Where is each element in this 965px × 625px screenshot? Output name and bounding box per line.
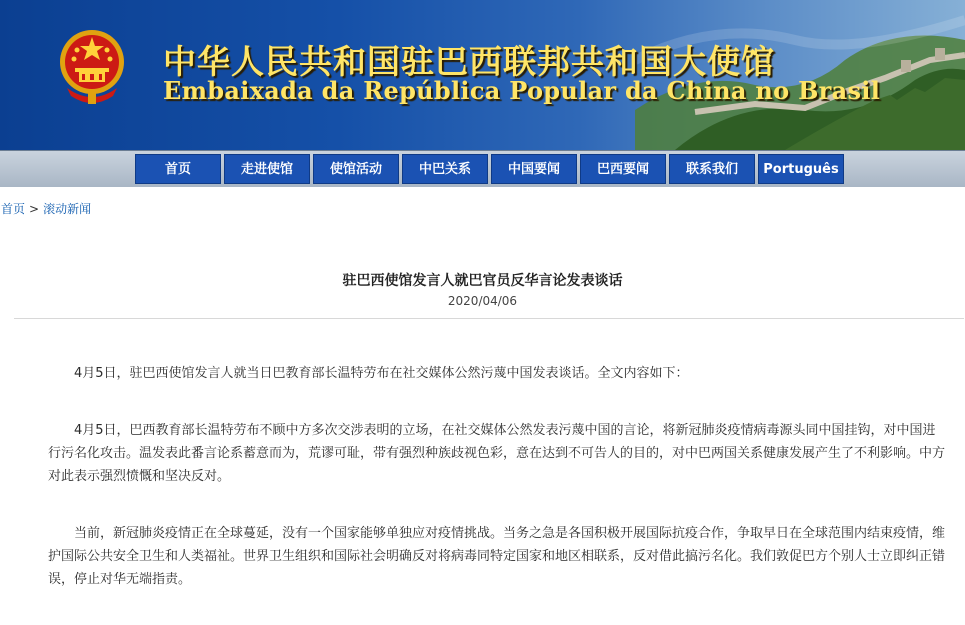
nav-item-brazil-news[interactable]: 巴西要闻 <box>580 154 666 184</box>
article-date: 2020/04/06 <box>447 294 518 308</box>
national-emblem-icon <box>57 26 127 108</box>
site-title-chinese: 中华人民共和国驻巴西联邦共和国大使馆 <box>163 42 775 81</box>
article-paragraph: 4月5日，巴西教育部长温特劳布不顾中方多次交涉表明的立场，在社交媒体公然发表污蔑中国的言论，将新冠肺炎疫情病毒源头同中国挂钩，对中国进行污名化攻击。温发表此番言论系蓄意而为，荒谬可耻，带有强烈种族歧视色彩，意在达到不可告人的目的，对中巴两国关系健康发展产生了不利影响。中方对此表示强烈愤慨和坚决反对。 <box>48 423 946 484</box>
nav-item-china-brazil-relations[interactable]: 中巴关系 <box>402 154 488 184</box>
nav-item-embassy-activities[interactable]: 使馆活动 <box>313 154 399 184</box>
nav-menu <box>135 154 847 184</box>
article-body <box>48 362 948 625</box>
article-paragraph: 4月5日，驻巴西使馆发言人就当日巴教育部长温特劳布在社交媒体公然污蔑中国发表谈话。全文内容如下： <box>74 366 689 381</box>
nav-item-china-news[interactable]: 中国要闻 <box>491 154 577 184</box>
article-title: 驻巴西使馆发言人就巴官员反华言论发表谈话 <box>342 273 623 289</box>
article-paragraph: 当前，新冠肺炎疫情正在全球蔓延，没有一个国家能够单独应对疫情挑战。当务之急是各国积极开展国际抗疫合作，争取早日在全球范围内结束疫情，维护国际公共安全卫生和人类福祉。世界卫生组织和国际社会明确反对将病毒同特定国家和地区相联系，反对借此搞污名化。我们敦促巴方个别人士立即纠正错误，停止对华无端指责。 <box>48 526 946 587</box>
nav-item-contact-us[interactable]: 联系我们 <box>669 154 755 184</box>
site-title-portuguese: Embaixada da República Popular da China no Brasil <box>163 76 881 105</box>
nav-item-home[interactable]: 首页 <box>135 154 221 184</box>
breadcrumb-home-link[interactable]: 首页 <box>1 202 26 216</box>
main-navigation-bar <box>0 150 965 187</box>
title-divider <box>14 318 964 319</box>
header-banner <box>0 0 965 150</box>
breadcrumb <box>1 200 91 217</box>
nav-item-portuguese[interactable]: Português <box>758 154 844 184</box>
breadcrumb-separator: > <box>29 202 40 216</box>
nav-item-about-embassy[interactable]: 走进使馆 <box>224 154 310 184</box>
breadcrumb-current-link[interactable]: 滚动新闻 <box>43 202 92 216</box>
